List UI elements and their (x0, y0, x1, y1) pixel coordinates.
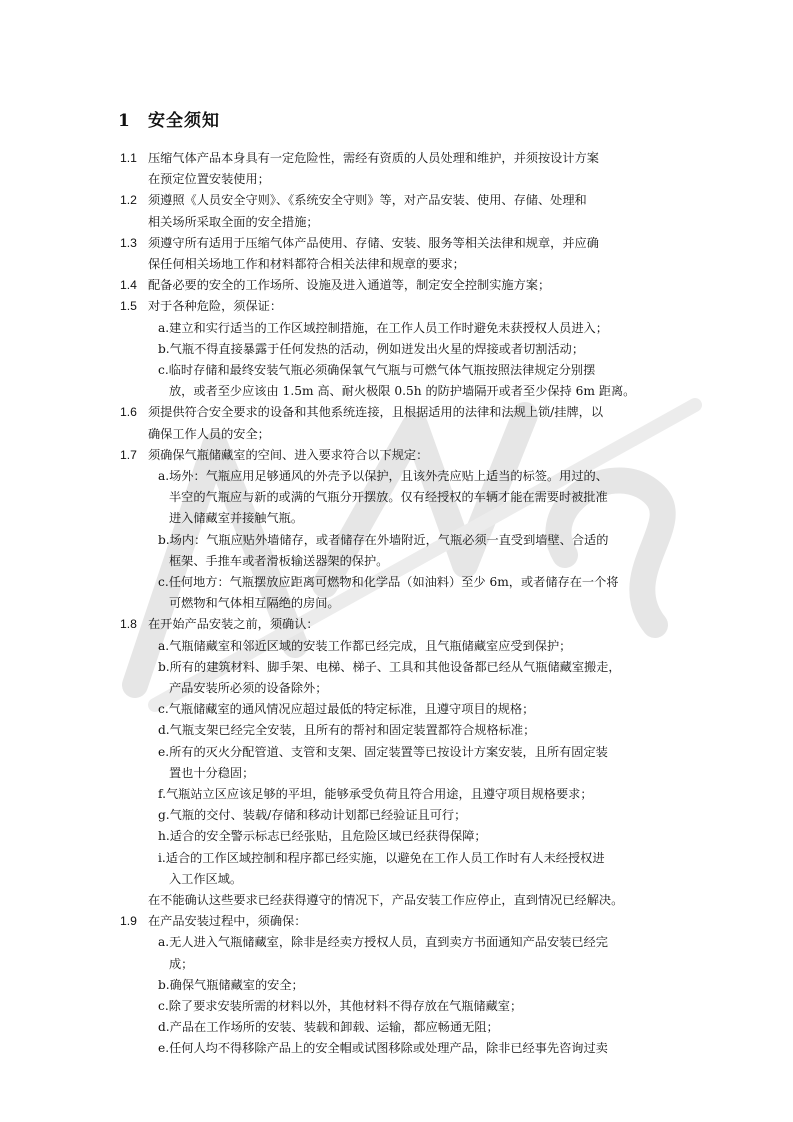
heading-title: 安全须知 (148, 111, 220, 131)
list-item-line: c.临时存储和最终安装气瓶必须确保氧气气瓶与可燃气体气瓶按照法律规定分别摆 (158, 363, 596, 377)
paragraph-line: 在开始产品安装之前，须确认： (148, 617, 319, 632)
list-item-line: 入工作区域。 (169, 871, 243, 886)
list-item-line: e.所有的灭火分配管道、支管和支架、固定装置等已按设计方案安装，且所有固定装 (158, 744, 608, 759)
list-item-line: e.任何人均不得移除产品上的安全帽或试图移除或处理产品，除非已经事先咨询过卖 (158, 1041, 608, 1056)
list-item-line: b.所有的建筑材料、脚手架、电梯、梯子、工具和其他设备都已经从气瓶储藏室搬走， (158, 659, 621, 674)
paragraph-line: 配备必要的安全的工作场所、设施及进入通道等，制定安全控制实施方案； (148, 278, 551, 293)
heading-number: 1 (118, 111, 131, 131)
list-item-line: 产品安装所必须的设备除外； (169, 681, 328, 695)
list-item-line: a.气瓶储藏室和邻近区域的安装工作都已经完成，且气瓶储藏室应受到保护； (158, 638, 572, 653)
list-item-line: d.产品在工作场所的安装、装载和卸载、运输，都应畅通无阻； (158, 1020, 499, 1035)
paragraph-line: 保任何相关场地工作和材料都符合相关法律和规章的要求； (148, 257, 465, 271)
list-item-line: h.适合的安全警示标志已经张贴，且危险区域已经获得保障； (158, 829, 487, 844)
list-item-line: b.场内：气瓶应贴外墙储存，或者储存在外墙附近，气瓶必须一直受到墙壁、合适的 (158, 532, 609, 547)
list-item-line: 放，或者至少应该由 1.5m 高、耐火极限 0.5h 的防护墙隔开或者至少保持 6m 距离。 (169, 384, 636, 399)
section-number: 1.2 (120, 193, 137, 208)
paragraph-line: 确保工作人员的安全； (148, 426, 270, 441)
list-item-line: a.建立和实行适当的工作区域控制措施，在工作人员工作时避免未获授权人员进入； (158, 320, 608, 335)
list-item-line: 置也十分稳固； (169, 765, 255, 780)
list-item-line: c.气瓶储藏室的通风情况应超过最低的特定标准，且遵守项目的规格； (158, 702, 535, 717)
section-number: 1.4 (120, 278, 137, 293)
list-item-line: b.确保气瓶储藏室的安全； (158, 977, 304, 992)
section-number: 1.8 (120, 617, 137, 632)
page-title (118, 106, 220, 131)
list-item-line: g.气瓶的交付、装载/存储和移动计划都已经验证且可行； (158, 808, 467, 823)
list-item-line: a.无人进入气瓶储藏室，除非是经卖方授权人员，直到卖方书面通知产品安装已经完 (158, 935, 608, 950)
paragraph-line: 在预定位置安装使用； (148, 172, 270, 187)
paragraph-line: 须遵照《人员安全守则》、《系统安全守则》等，对产品安装、使用、存储、处理和 (148, 193, 587, 208)
list-item-line: d.气瓶支架已经完全安装，且所有的帮衬和固定装置都符合规格标准； (158, 723, 536, 738)
section-number: 1.6 (120, 405, 137, 420)
paragraph-line: 须确保气瓶储藏室的空间、进入要求符合以下规定： (148, 447, 429, 462)
paragraph-line: 相关场所采取全面的安全措施； (148, 214, 319, 229)
list-item-line: 可燃物和气体相互隔绝的房间。 (169, 596, 340, 611)
paragraph-line: 对于各种危险，须保证： (148, 299, 283, 314)
list-item-line: 框架、手推车或者滑板输送器架的保护。 (169, 553, 389, 568)
paragraph-line: 须提供符合安全要求的设备和其他系统连接，且根据适用的法律和法规上锁/挂牌，以 (148, 405, 604, 420)
list-item-line: 在不能确认这些要求已经获得遵守的情况下，产品安装工作应停止，直到情况已经解决。 (148, 893, 624, 907)
list-item-line: 半空的气瓶应与新的或满的气瓶分开摆放。仅有经授权的车辆才能在需要时被批准 (169, 490, 608, 505)
paragraph-line: 须遵守所有适用于压缩气体产品使用、存储、安装、服务等相关法律和规章，并应确 (148, 235, 599, 250)
section-number: 1.7 (120, 447, 137, 462)
section-number: 1.1 (120, 151, 137, 165)
list-item-line: b.气瓶不得直接暴露于任何发热的活动，例如迸发出火星的焊接或者切割活动； (158, 341, 585, 356)
paragraph-line: 在产品安装过程中，须确保： (148, 914, 307, 929)
list-item-line: c.除了要求安装所需的材料以外，其他材料不得存放在气瓶储藏室； (158, 999, 523, 1013)
section-number: 1.3 (120, 235, 137, 250)
list-item-line: f.气瓶站立区应该足够的平坦，能够承受负荷且符合用途，且遵守项目规格要求； (158, 787, 593, 801)
paragraph-line: 压缩气体产品本身具有一定危险性，需经有资质的人员处理和维护，并须按设计方案 (148, 151, 599, 165)
list-item-line: c.任何地方：气瓶摆放应距离可燃物和化学品（如油料）至少 6m，或者储存在一个将 (158, 575, 619, 589)
section-number: 1.5 (120, 299, 137, 314)
list-item-line: 进入储藏室并接触气瓶。 (169, 511, 304, 526)
section-number: 1.9 (120, 914, 137, 929)
list-item-line: 成； (169, 956, 194, 971)
list-item-line: a.场外：气瓶应用足够通风的外壳予以保护，且该外壳应贴上适当的标签。用过的、 (158, 469, 608, 483)
list-item-line: i.适合的工作区域控制和程序都已经实施，以避免在工作人员工作时有人未经授权进 (158, 850, 605, 865)
